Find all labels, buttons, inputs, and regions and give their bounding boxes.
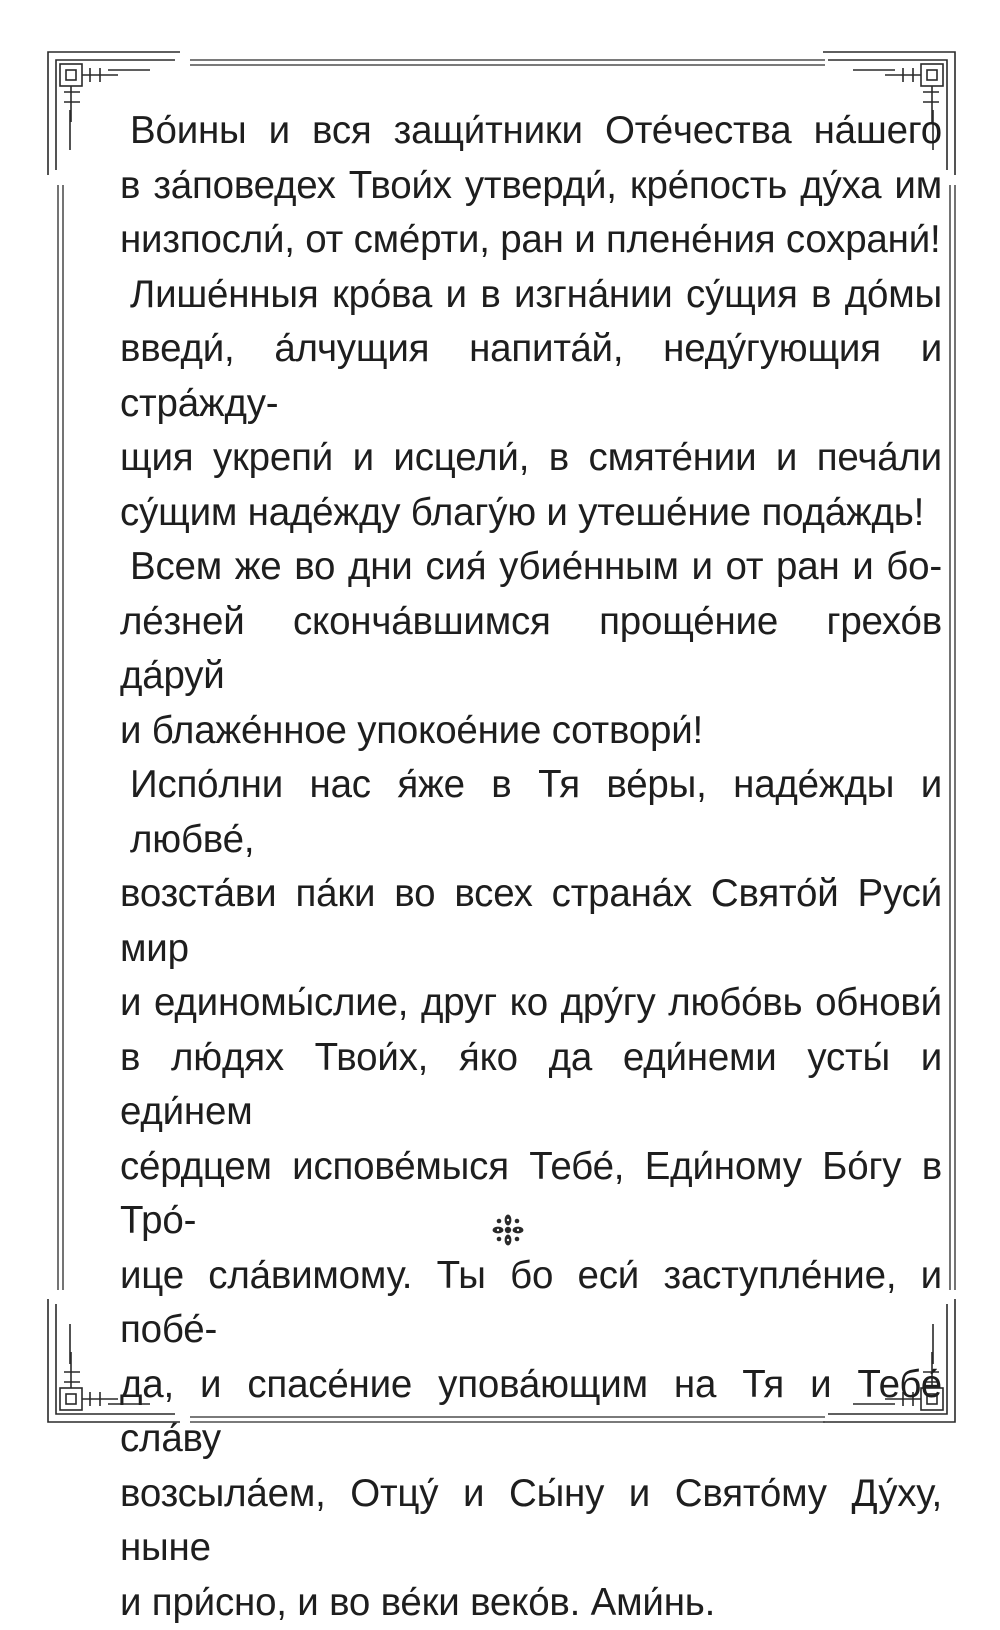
prayer-paragraph [120,104,942,268]
text-line: и блаже́нное упокое́ние сотвори́! [120,704,942,759]
text-line: в лю́дях Твои́х, я́ко да еди́неми усты́ и еди́нем [120,1031,942,1140]
text-line: в за́поведех Твои́х утверди́, кре́пость ду́ха им [120,159,942,214]
text-line: Испо́лни нас я́же в Тя ве́ры, наде́жды и любве́, [120,758,942,867]
text-line: Во́ины и вся защи́тники Оте́чества на́шего [120,104,942,159]
prayer-text [120,104,942,1630]
floral-ornament-icon [490,1212,526,1248]
text-line: да, и спасе́ние упова́ющим на Тя и Тебе́ сла́ву [120,1358,942,1467]
text-line: низпосли́, от сме́рти, ран и плене́ния сохрани́! [120,213,942,268]
text-line: и при́сно, и во ве́ки веко́в. Ами́нь. [120,1576,942,1630]
prayer-paragraph [120,268,942,541]
text-line: су́щим наде́жду благу́ю и утеше́ние пода́ждь! [120,486,942,541]
text-line: се́рдцем испове́мыся Тебе́, Еди́ному Бо́гу в Тро́- [120,1140,942,1249]
text-line: ле́зней сконча́вшимся проще́ние грехо́в да́руй [120,595,942,704]
prayer-paragraph [120,758,942,1630]
text-line: Лише́нныя кро́ва и в изгна́нии су́щия в до́мы [120,268,942,323]
text-line: Всем же во дни сия́ убие́нным и от ран и бо- [120,540,942,595]
text-line: возста́ви па́ки во всех страна́х Свято́й Руси́ мир [120,867,942,976]
text-line: возсыла́ем, Отцу́ и Сы́ну и Свято́му Ду́ху, ныне [120,1467,942,1576]
text-line: введи́, а́лчущия напита́й, неду́гующия и стра́жду- [120,322,942,431]
text-line: щия укрепи́ и исцели́, в смяте́нии и печа́ли [120,431,942,486]
prayer-paragraph [120,540,942,758]
text-line: ице сла́вимому. Ты бо еси́ заступле́ние, и побе́- [120,1249,942,1358]
text-line: и единомы́слие, друг ко дру́гу любо́вь обнови́ [120,976,942,1031]
